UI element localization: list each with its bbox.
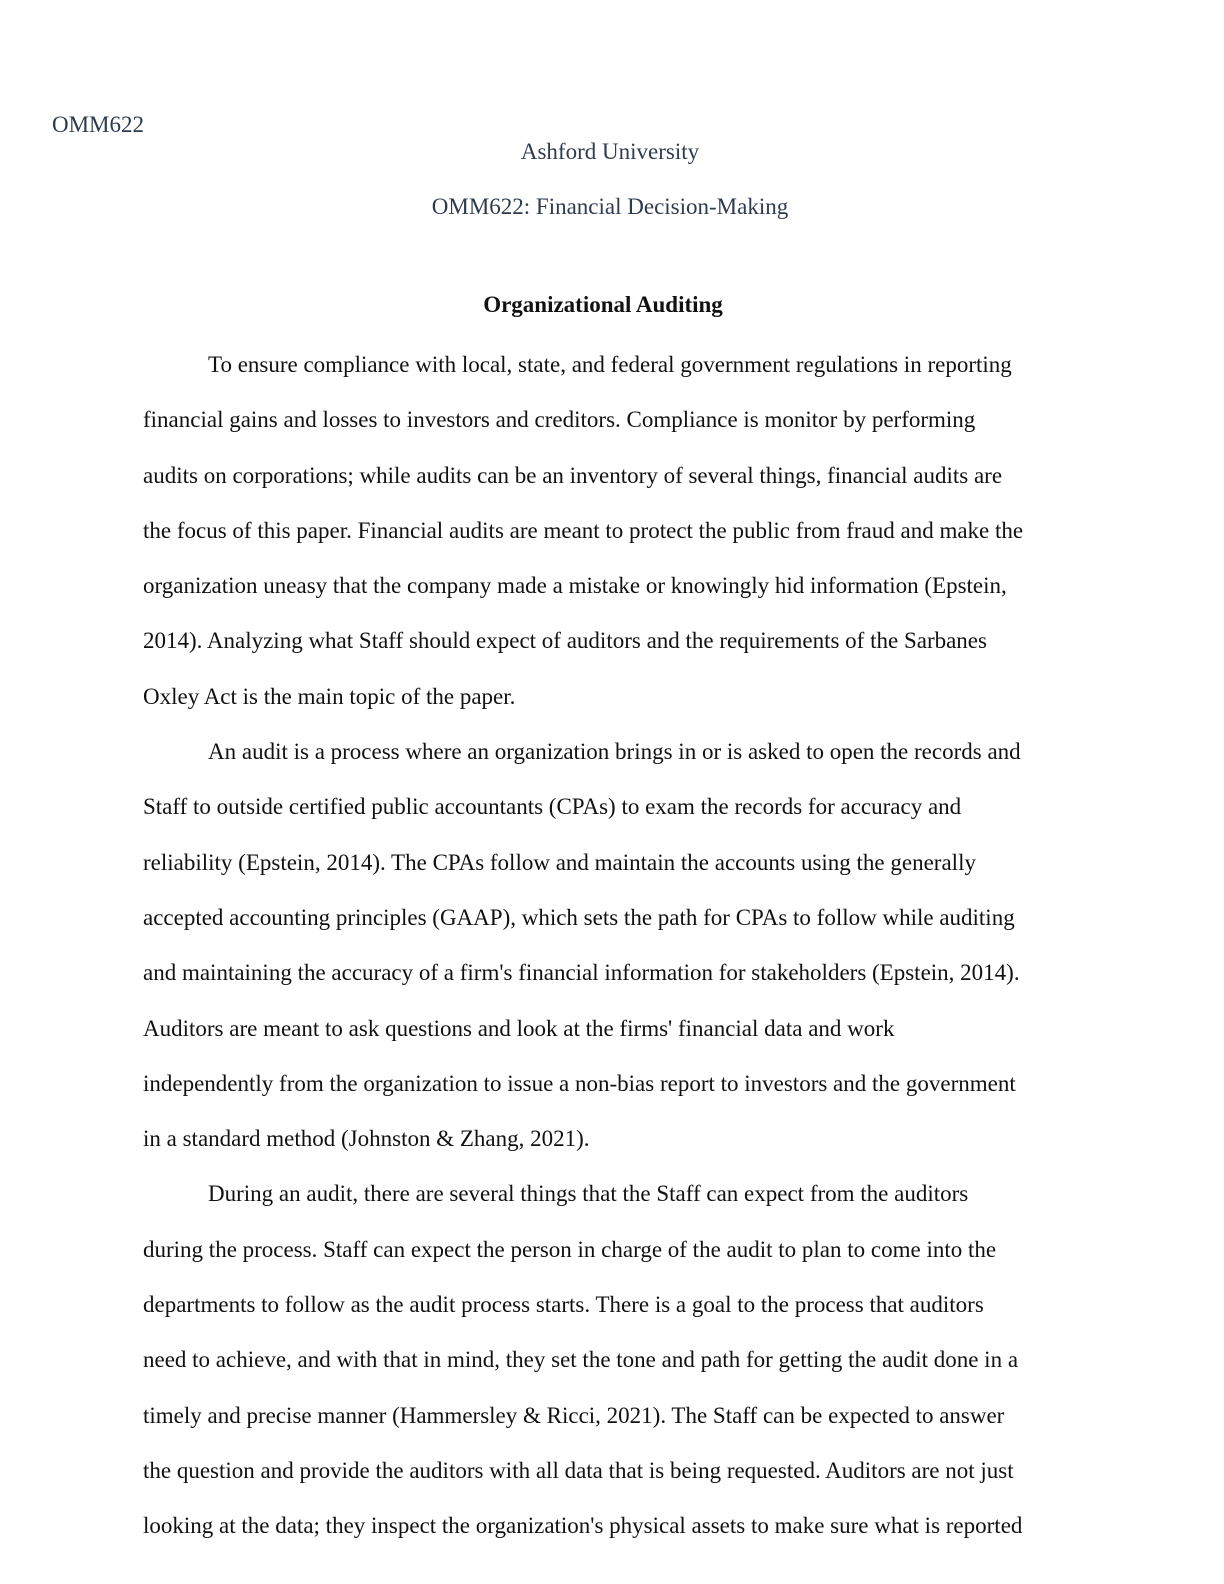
paragraph-3-line: timely and precise manner (Hammersley & Ricci, 2021). The Staff can be expected to answer bbox=[143, 1402, 1005, 1428]
paragraph-2-line: in a standard method (Johnston & Zhang, 2021). bbox=[143, 1126, 590, 1152]
paragraph-2-line: accepted accounting principles (GAAP), which sets the path for CPAs to follow while auditing bbox=[143, 904, 1015, 930]
paragraph-2-line: independently from the organization to issue a non-bias report to investors and the government bbox=[143, 1070, 1016, 1096]
paragraph-2-line: and maintaining the accuracy of a firm's financial information for stakeholders (Epstein, 2014). bbox=[143, 960, 1020, 986]
paragraph-3-line: looking at the data; they inspect the organization's physical assets to make sure what is reported bbox=[143, 1513, 1023, 1539]
paragraph-3-line: the question and provide the auditors with all data that is being requested. Auditors are not just bbox=[143, 1457, 1014, 1483]
paragraph-2-line: Staff to outside certified public accountants (CPAs) to exam the records for accuracy and bbox=[143, 794, 962, 820]
running-head: OMM622 bbox=[52, 112, 145, 137]
paragraph-2-line: Auditors are meant to ask questions and look at the firms' financial data and work bbox=[143, 1015, 895, 1041]
paragraph-1-line: To ensure compliance with local, state, and federal government regulations in reporting bbox=[208, 352, 1012, 377]
paragraph-1-line: financial gains and losses to investors and creditors. Compliance is monitor by performing bbox=[143, 407, 976, 433]
institution-name: Ashford University bbox=[520, 139, 700, 164]
paragraph-1-line: the focus of this paper. Financial audits are meant to protect the public from fraud and make the bbox=[143, 517, 1024, 543]
paragraph-1-line: Oxley Act is the main topic of the paper. bbox=[143, 683, 516, 709]
paragraph-1-line: 2014). Analyzing what Staff should expect of auditors and the requirements of the Sarbanes bbox=[143, 628, 987, 654]
paragraph-3-line: need to achieve, and with that in mind, they set the tone and path for getting the audit done in a bbox=[143, 1347, 1019, 1373]
paper-title: Organizational Auditing bbox=[483, 292, 723, 317]
paragraph-2-line: An audit is a process where an organization brings in or is asked to open the records and bbox=[208, 739, 1021, 765]
paragraph-3-line: during the process. Staff can expect the person in charge of the audit to plan to come into the bbox=[143, 1236, 997, 1262]
paragraph-2-line: reliability (Epstein, 2014). The CPAs follow and maintain the accounts using the generally bbox=[143, 849, 976, 875]
paragraph-3-line: During an audit, there are several things that the Staff can expect from the auditors bbox=[208, 1181, 969, 1207]
paragraph-3-line: departments to follow as the audit process starts. There is a goal to the process that auditors bbox=[143, 1292, 984, 1318]
course-title: OMM622: Financial Decision-Making bbox=[431, 194, 789, 219]
paragraph-1-line: organization uneasy that the company made a mistake or knowingly hid information (Epstein, bbox=[143, 573, 1007, 599]
paper-body bbox=[143, 337, 1073, 1554]
paragraph-1-line: audits on corporations; while audits can be an inventory of several things, financial audits are bbox=[143, 462, 1003, 488]
